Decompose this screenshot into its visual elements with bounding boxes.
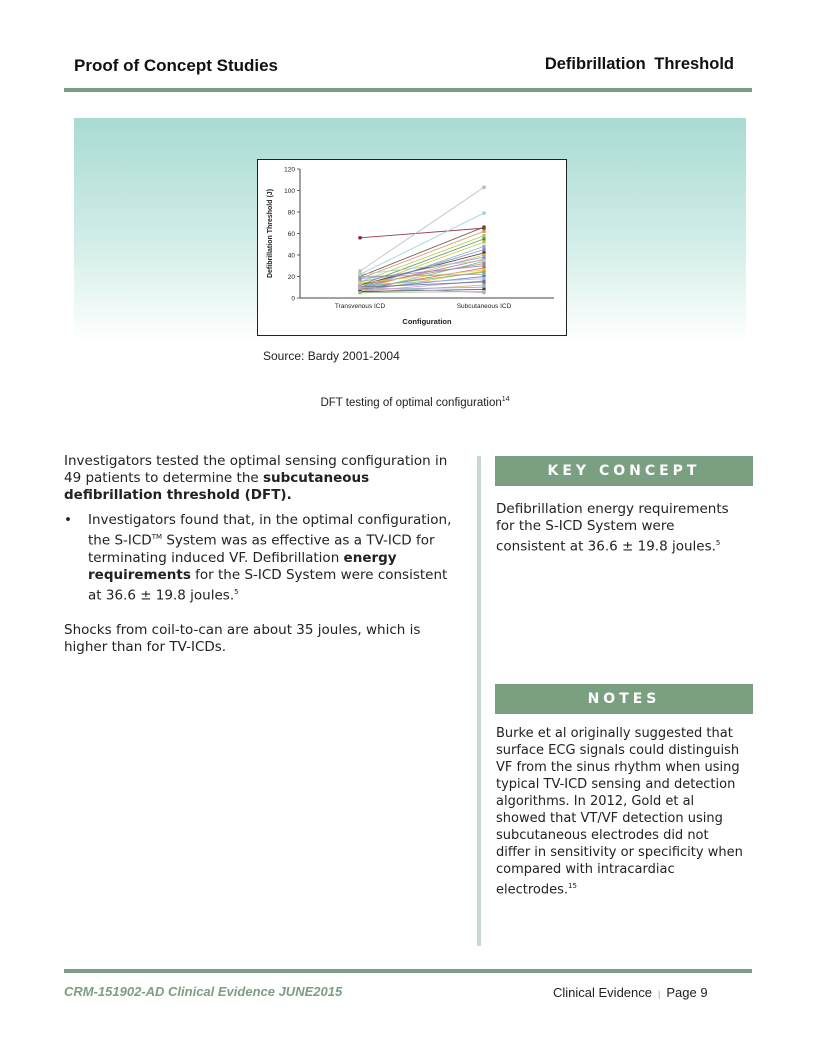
footer-rule xyxy=(64,969,752,973)
data-point xyxy=(482,230,485,233)
x-tick-label: Subcutaneous ICD xyxy=(456,303,512,310)
notes-heading: NOTES xyxy=(495,684,753,714)
header-rule xyxy=(64,88,752,92)
x-tick-label: Transvenous ICD xyxy=(334,303,386,310)
figure-caption xyxy=(0,396,816,409)
notes-body: Burke et al originally suggested that surface ECG signals could distinguish VF from the sinus rhythm when using typical TV-ICD sensing and detection algorithms. In 2012, Gold et al showed that VT/VF detection using subcutaneous electrodes did not differ in sensitivity or specificity when compared with intracardiac electrodes. xyxy=(496,726,743,898)
data-point xyxy=(358,286,361,289)
dft-chart xyxy=(257,159,567,336)
key-concept-text xyxy=(496,501,746,556)
intro-bold: subcutaneous defibrillation threshold (DFT). xyxy=(64,470,370,503)
dft-chart-svg xyxy=(258,160,566,335)
data-point xyxy=(482,225,485,228)
page-number: Page 9 xyxy=(666,985,708,1000)
notes-text xyxy=(496,725,746,898)
y-tick-label: 20 xyxy=(287,274,295,281)
intro-text: Investigators tested the optimal sensing configuration in 49 patients to determine the xyxy=(64,453,448,486)
trademark: TM xyxy=(151,533,163,541)
bullet-ref: 5 xyxy=(234,587,239,596)
bullet-bold: energy requirements xyxy=(88,549,397,583)
data-point xyxy=(482,211,485,214)
key-concept-ref: 5 xyxy=(715,539,721,547)
bullet-text-pre: Investigators found that, in the optimal configuration, the S-ICD xyxy=(88,512,452,549)
data-point xyxy=(482,259,485,262)
section-title: Proof of Concept Studies xyxy=(74,56,278,75)
y-tick-label: 120 xyxy=(284,166,295,174)
footer-page-info xyxy=(553,985,708,1000)
closing-paragraph: Shocks from coil-to-can are about 35 joules, which is higher than for TV-ICDs. xyxy=(64,622,421,655)
findings-list xyxy=(64,512,454,604)
y-tick-label: 0 xyxy=(291,295,295,303)
data-point xyxy=(358,270,361,273)
footer-section: Clinical Evidence xyxy=(553,985,652,1000)
data-point xyxy=(482,237,485,240)
data-point xyxy=(482,234,485,237)
bullet-text-mid: System was as effective as a TV-ICD for terminating induced VF. Defibrillation xyxy=(88,532,435,566)
figure-source: Source: Bardy 2001-2004 xyxy=(263,349,400,363)
footer-separator: | xyxy=(658,989,661,999)
data-point xyxy=(482,280,485,283)
y-tick-label: 60 xyxy=(287,231,295,238)
figure-caption-text: DFT testing of optimal configuration xyxy=(320,396,502,409)
figure-caption-ref: 14 xyxy=(501,396,510,403)
series-line xyxy=(360,213,484,274)
data-point xyxy=(482,245,485,248)
column-divider xyxy=(477,456,481,946)
data-point xyxy=(358,291,361,294)
key-concept-heading: KEY CONCEPT xyxy=(495,456,753,486)
notes-ref: 15 xyxy=(568,882,577,890)
list-item xyxy=(88,512,454,604)
data-point xyxy=(358,236,361,239)
topic-title: Defibrillation Threshold xyxy=(544,55,734,73)
data-point xyxy=(482,248,485,251)
y-axis-label: Defibrillation Threshold (J) xyxy=(267,188,274,279)
y-tick-label: 100 xyxy=(284,188,295,195)
data-point xyxy=(482,186,485,189)
data-point xyxy=(482,291,485,294)
bullet-text-post: for the S-ICD System were consistent at 36.6 ± 19.8 joules. xyxy=(88,566,448,603)
footer-doc-id: CRM-151902-AD Clinical Evidence JUNE2015 xyxy=(64,984,343,999)
key-concept-body: Defibrillation energy requirements for the S-ICD System were consistent at 36.6 ± 19.8 joules. xyxy=(496,501,729,555)
y-tick-label: 80 xyxy=(287,209,295,217)
data-point xyxy=(482,241,485,244)
data-point xyxy=(358,273,361,276)
intro-paragraph xyxy=(64,453,454,504)
x-axis-label: Configuration xyxy=(402,317,452,326)
y-tick-label: 40 xyxy=(287,252,295,260)
main-column xyxy=(64,453,454,656)
